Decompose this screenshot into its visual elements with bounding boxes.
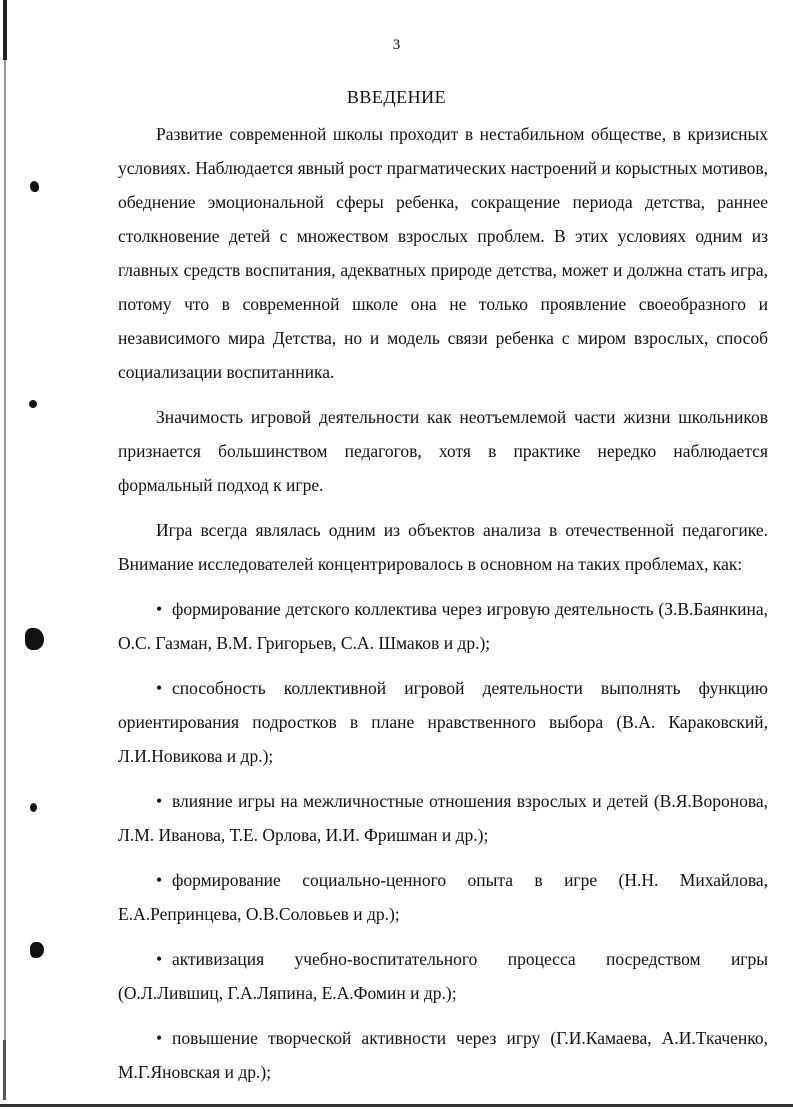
bullet-mark: • [156,678,163,698]
body-text [118,117,768,1089]
binding-hole-mark [30,803,37,812]
bullet-mark: • [156,791,163,811]
paragraph: Развитие современной школы проходит в нестабильном обществе, в кризисных условиях. Наблюдается явный рост прагматических настроений и корыстных мотивов, обеднение эмоциональной сферы ребенка, сокращение периода детства, раннее столкновение детей с множеством взрослых проблем. В этих условиях одним из главных средств воспитания, адекватных природе детства, может и должна стать игра, потому что в современной школе она не только проявление своеобразного и независимого мира Детства, но и модель связи ребенка с миром взрослых, способ социализации воспитанника. [118,124,768,382]
scan-bottom-edge [0,1104,793,1107]
page-title: ВВЕДЕНИЕ [346,87,447,107]
list-item [118,863,768,931]
bullet-mark: • [156,949,163,969]
bullet-mark: • [156,599,163,619]
list-item-text: активизация учебно-воспитательного процесса посредством игры (О.Л.Лившиц, Г.А.Ляпина, Е.А.Фомин и др.); [118,949,768,1003]
list-item-text: способность коллективной игровой деятельности выполнять функцию ориентирования подростков в плане нравственного выбора (В.А. Караковский, Л.И.Новикова и др.); [118,678,768,766]
scan-left-edge [3,0,8,1100]
binding-hole-mark [30,181,39,192]
list-item-text: влияние игры на межличностные отношения взрослых и детей (В.Я.Воронова, Л.М. Иванова, Т.Е. Орлова, И.И. Фришман и др.); [118,791,768,845]
list-item [118,671,768,773]
bullet-mark: • [156,1028,163,1048]
list-item [118,1021,768,1089]
binding-hole-mark [25,628,44,650]
list-item-text: формирование социально-ценного опыта в игре (Н.Н. Михайлова, Е.А.Репринцева, О.В.Соловьев и др.); [118,870,768,924]
list-item-text: повышение творческой активности через игру (Г.И.Камаева, А.И.Ткаченко, М.Г.Яновская и др.); [118,1028,768,1082]
page-number: 3 [392,37,401,53]
list-item [118,942,768,1010]
list-item [118,784,768,852]
bullet-mark: • [156,870,163,890]
binding-hole-mark [28,399,39,410]
list-item [118,592,768,660]
binding-hole-mark [30,942,44,958]
paragraph: Значимость игровой деятельности как неотъемлемой части жизни школьников признается большинством педагогов, хотя в практике нередко наблюдается формальный подход к игре. [118,407,768,495]
paragraph: Игра всегда являлась одним из объектов анализа в отечественной педагогике. Внимание исследователей концентрировалось в основном на таких проблемах, как: [118,520,768,574]
list-item-text: формирование детского коллектива через игровую деятельность (З.В.Баянкина, О.С. Газман, В.М. Григорьев, С.А. Шмаков и др.); [118,599,768,653]
